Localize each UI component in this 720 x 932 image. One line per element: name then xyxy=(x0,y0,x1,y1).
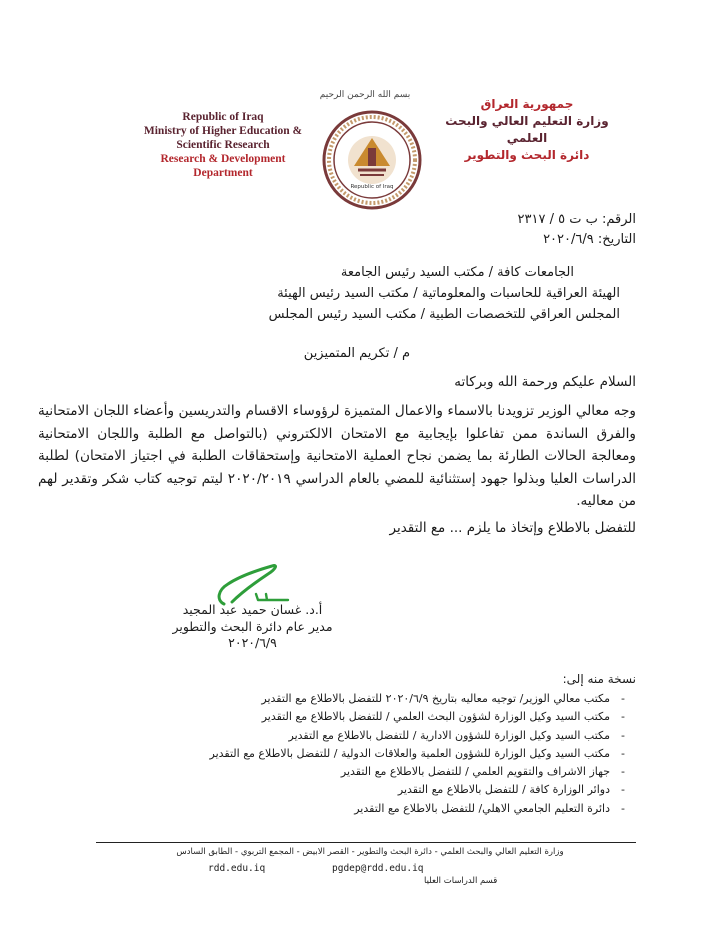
en-header-line: Scientific Research xyxy=(176,139,270,151)
copies-list xyxy=(76,690,636,818)
en-header-line: Department xyxy=(193,167,253,179)
ar-header-line: وزارة التعليم العالي والبحث العلمي xyxy=(445,114,609,145)
ar-header-line: جمهورية العراق xyxy=(480,97,574,111)
reference-date: التاريخ: ٢٠٢٠/٦/٩ xyxy=(543,232,636,247)
ar-header-line: دائرة البحث والتطوير xyxy=(464,148,590,162)
arabic-letterhead xyxy=(442,96,612,164)
footer-divider xyxy=(96,842,636,843)
seal-text: Republic of Iraq xyxy=(350,184,394,190)
ministry-seal-logo xyxy=(320,108,424,212)
recipient-line: الهيئة العراقية للحاسبات والمعلوماتية / مكتب السيد رئيس الهيئة xyxy=(277,286,620,301)
greeting: السلام عليكم ورحمة الله وبركاته xyxy=(454,374,636,390)
footer-note: قسم الدراسات العليا xyxy=(424,876,498,886)
recipients-block xyxy=(116,262,636,325)
signer-name: أ.د. غسان حميد عبد المجيد xyxy=(182,602,323,617)
footer-email-link[interactable]: pgdep@rdd.edu.iq xyxy=(332,863,424,874)
list-item: -جهاز الاشراف والتقويم العلمي / للتفضل بالاطلاع مع التقدير xyxy=(340,765,625,779)
reference-number: الرقم: ب ت ٥ / ٢٣١٧ xyxy=(517,212,636,227)
en-header-line: Research & Development xyxy=(160,153,286,165)
signer-date: ٢٠٢٠/٦/٩ xyxy=(228,635,277,650)
copies-title: نسخة منه إلى: xyxy=(562,672,636,686)
list-item: -مكتب السيد وكيل الوزارة لشؤون البحث العلمي / للتفضل بالاطلاع مع التقدير xyxy=(261,710,625,724)
list-item: -دوائر الوزارة كافة / للتفضل بالاطلاع مع التقدير xyxy=(397,783,625,797)
footer-address: وزارة التعليم العالي والبحث العلمي - دائرة البحث والتطوير - القصر الابيض - المجمع التربوي - الطابق السادس xyxy=(176,847,564,857)
english-letterhead xyxy=(118,110,328,180)
recipient-line: الجامعات كافة / مكتب السيد رئيس الجامعة xyxy=(340,265,574,280)
basmala: بسم الله الرحمن الرحيم xyxy=(319,90,411,100)
recipient-line: المجلس العراقي للتخصصات الطبية / مكتب السيد رئيس المجلس xyxy=(268,307,620,322)
closing-line: للتفضل بالاطلاع وإتخاذ ما يلزم ... مع التقدير xyxy=(389,520,636,536)
list-item: -مكتب معالي الوزير/ توجيه معاليه بتاريخ ٢٠٢٠/٦/٩ للتفضل بالاطلاع مع التقدير xyxy=(261,692,625,705)
list-item: -دائرة التعليم الجامعي الاهلي/ للتفضل بالاطلاع مع التقدير xyxy=(354,801,625,815)
list-item: -مكتب السيد وكيل الوزارة للشؤون العلمية والعلاقات الدولية / للتفضل بالاطلاع مع التقدير xyxy=(209,746,625,760)
signer-title: مدير عام دائرة البحث والتطوير xyxy=(172,618,333,634)
subject-line: م / تكريم المتميزين xyxy=(303,346,410,361)
list-item: -مكتب السيد وكيل الوزارة للشؤون الادارية / للتفضل بالاطلاع مع التقدير xyxy=(288,728,625,742)
footer-website-link[interactable]: rdd.edu.iq xyxy=(208,863,266,874)
en-header-line: Republic of Iraq xyxy=(182,111,264,123)
en-header-line: Ministry of Higher Education & xyxy=(143,125,303,137)
signer-block xyxy=(150,602,355,652)
letter-body: وجه معالي الوزير تزويدنا بالاسماء والاعمال المتميزة لرؤوساء الاقسام والتدريسين وأعضاء اللجان الامتحانية والفرق الساندة ممن تفاعلوا بإيجابية مع الامتحان الالكتروني (بالتواصل مع الطلبة واللجان الامتحانية ومعالجة الحالات الطارئة بما يضمن نجاح العملية الامتحانية وإستحقاقات الطلبة في اجتياز الامتحان) لطلبة الدراسات العليا وبذلوا جهود إستثنائية للمضي بالعام الدراسي ٢٠٢٠/٢٠١٩ ليتم توجيه كتاب شكر وتقدير لهم من معاليه. xyxy=(38,403,636,509)
